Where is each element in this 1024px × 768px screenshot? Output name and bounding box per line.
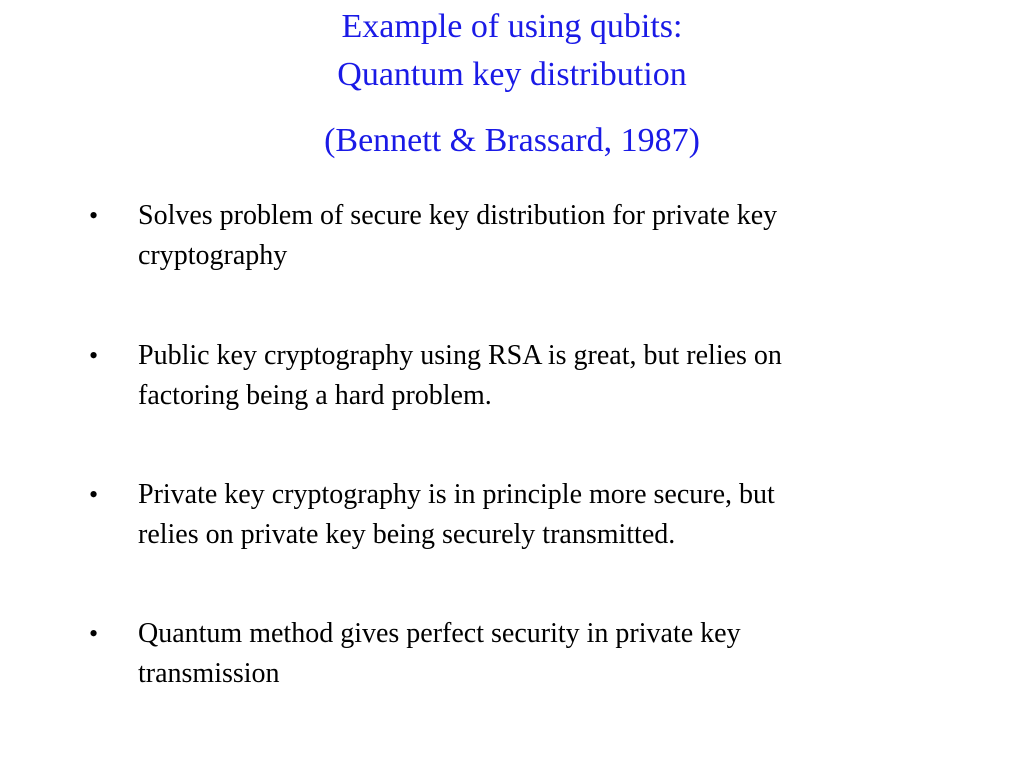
bullet-item-quantum-method [89,614,958,694]
slide-subtitle-citation: (Bennett & Brassard, 1987) [324,122,700,159]
bullet-text-line-1: Public key cryptography using RSA is great, but relies on [138,340,782,371]
bullet-item-public-key-rsa [89,336,958,416]
bullet-text-line-2: relies on private key being securely transmitted. [138,519,676,550]
bullet-marker: • [89,619,99,648]
bullet-text-line-1: Private key cryptography is in principle more secure, but [138,479,775,510]
bullet-text-line-2: factoring being a hard problem. [138,380,492,411]
bullet-text-line-2: transmission [138,658,280,689]
slide-title-line-1: Example of using qubits: [341,8,683,45]
bullet-marker: • [89,201,99,230]
bullet-item-private-key-security [89,475,958,555]
bullet-text-line-1: Solves problem of secure key distribution for private key [138,200,778,231]
slide-title-line-2: Quantum key distribution [337,56,687,93]
bullet-item-secure-key-distribution [89,196,958,276]
bullet-text-line-2: cryptography [138,240,288,271]
bullet-text-line-1: Quantum method gives perfect security in private key [138,618,741,649]
bullet-marker: • [89,341,99,370]
bullet-marker: • [89,480,99,509]
